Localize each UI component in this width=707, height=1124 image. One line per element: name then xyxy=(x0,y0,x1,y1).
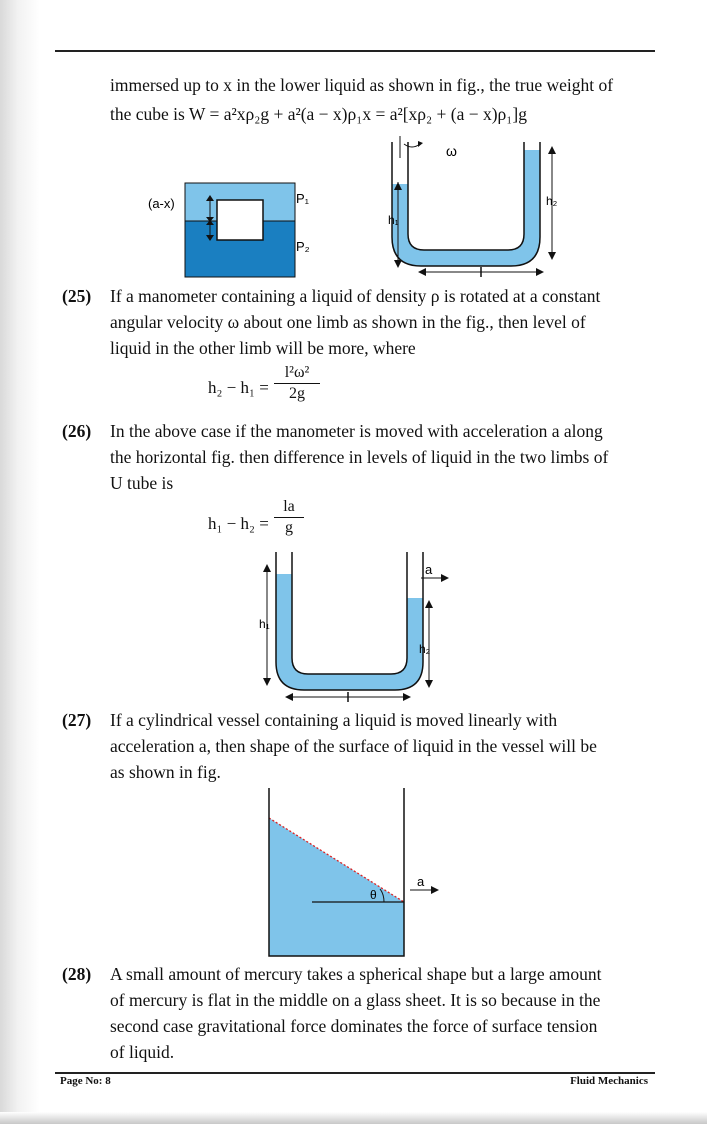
footer-rule xyxy=(55,1072,655,1074)
q25-fraction xyxy=(274,364,320,403)
q26-equation-lhs: h₁ − h₂ = xyxy=(208,514,269,533)
q26-numerator: la xyxy=(283,498,295,515)
page-number: Page No: 8 xyxy=(60,1075,111,1087)
question-28-line-3: second case gravitational force dominates the force of surface tension xyxy=(110,1016,598,1036)
q26-fraction xyxy=(274,498,304,537)
h1-label-accel: h₁ xyxy=(259,617,270,631)
intro-line-2 xyxy=(110,101,527,127)
question-27-line-1: If a cylindrical vessel containing a liquid is moved linearly with xyxy=(110,710,558,730)
label-p2: P₂ xyxy=(296,239,310,254)
question-26-number: (26) xyxy=(62,421,92,441)
q26-denominator: g xyxy=(285,519,293,536)
question-25-number: (25) xyxy=(62,286,92,306)
intro-line-1: immersed up to x in the lower liquid as shown in fig., the true weight of xyxy=(110,75,614,95)
rotating-manometer-figure xyxy=(380,132,580,282)
omega-label: ω xyxy=(446,143,457,159)
accelerating-manometer-figure xyxy=(255,550,455,705)
question-25-line-2: angular velocity ω about one limb as shown in the fig., then level of xyxy=(110,312,586,332)
bottom-shade xyxy=(0,1112,707,1124)
a-label-accel: a xyxy=(425,562,433,577)
accelerating-vessel-figure xyxy=(260,782,460,960)
rotating-h1-arrow xyxy=(392,180,404,270)
question-25-line-3: liquid in the other limb will be more, where xyxy=(110,338,416,358)
question-27-line-3: as shown in fig. xyxy=(110,762,221,782)
question-27-number: (27) xyxy=(62,710,92,730)
q25-equation-lhs: h₂ − h₁ = xyxy=(208,378,269,397)
cube-figure xyxy=(140,175,310,285)
true-weight-formula: W = a²xρ₂g + a²(a − x)ρ₁x = a²[xρ₂ + (a − x)ρ₁]g xyxy=(188,104,527,124)
h1-label: h₁ xyxy=(388,213,399,227)
question-28-number: (28) xyxy=(62,964,92,984)
question-28-line-2: of mercury is flat in the middle on a glass sheet. It is so because in the xyxy=(110,990,601,1010)
header-rule xyxy=(55,50,655,52)
label-a-minus-x: (a-x) xyxy=(148,196,175,211)
q25-numerator: l²ω² xyxy=(284,364,310,381)
question-26-line-3: U tube is xyxy=(110,473,174,493)
question-28-line-1: A small amount of mercury takes a spherical shape but a large amount xyxy=(110,964,602,984)
q25-denominator: 2g xyxy=(289,385,305,402)
question-25-line-1: If a manometer containing a liquid of density ρ is rotated at a constant xyxy=(110,286,601,306)
a-label-vessel: a xyxy=(417,874,425,889)
theta-label: θ xyxy=(370,888,377,902)
chapter-title: Fluid Mechanics xyxy=(570,1075,648,1087)
question-28-line-4: of liquid. xyxy=(110,1042,175,1062)
cube xyxy=(217,200,263,240)
h2-label: h₂ xyxy=(546,194,558,208)
h2-label-accel: h₂ xyxy=(419,642,431,656)
question-26-line-2: the horizontal fig. then difference in levels of liquid in the two limbs of xyxy=(110,447,609,467)
intro-line-2-prefix: the cube is xyxy=(110,104,189,124)
question-26-line-1: In the above case if the manometer is moved with acceleration a along xyxy=(110,421,603,441)
question-27-line-2: acceleration a, then shape of the surface of liquid in the vessel will be xyxy=(110,736,597,756)
label-p1: P₁ xyxy=(296,191,310,206)
